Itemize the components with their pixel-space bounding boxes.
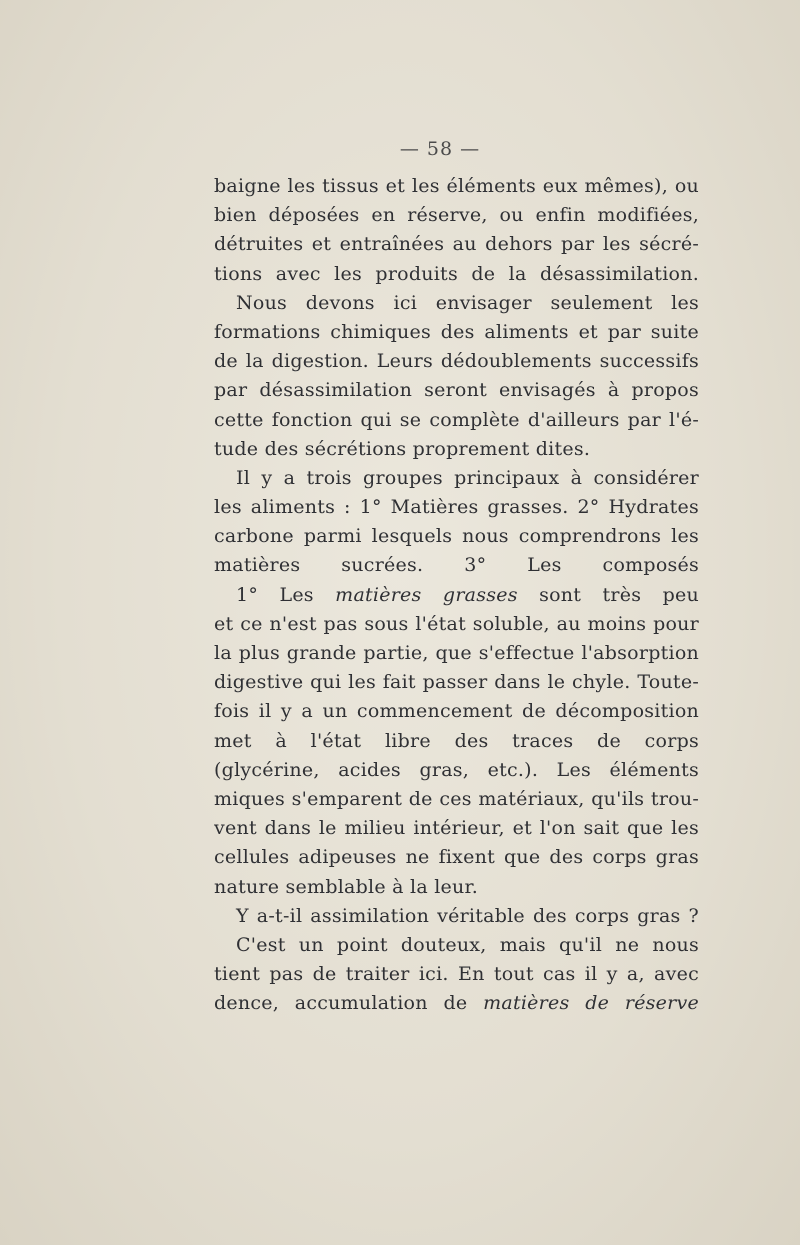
text-line: fois il y a un commencement de décomposition <box>214 700 699 723</box>
text-span: dence, accumulation de <box>214 992 484 1015</box>
text-line: les aliments : 1° Matières grasses. 2° Hydrates <box>214 496 699 519</box>
text-line: de la digestion. Leurs dédoublements successifs <box>214 350 699 373</box>
text-span: sont très peu <box>539 583 699 606</box>
text-line: la plus grande partie, que s'effectue l'absorption <box>214 642 699 664</box>
text-line: tude des sécrétions proprement dites. <box>214 437 591 460</box>
text-line-italic <box>214 989 699 1018</box>
text-line: vent dans le milieu intérieur, et l'on sait que les <box>214 817 699 840</box>
italic-term: matières grasses <box>335 583 518 606</box>
text-line: miques s'emparent de ces matériaux, qu'ils trou- <box>214 787 699 810</box>
text-line: et ce n'est pas sous l'état soluble, au moins pour <box>214 612 699 635</box>
text-line: tient pas de traiter ici. En tout cas il y a, avec <box>214 963 699 986</box>
text-line: nature semblable à la leur. <box>214 875 479 898</box>
text-span: 1° Les <box>236 583 336 606</box>
text-line: Y a-t-il assimilation véritable des corps gras ? <box>236 904 699 927</box>
text-line: Nous devons ici envisager seulement les <box>236 291 699 314</box>
text-line: Il y a trois groupes principaux à considérer <box>236 466 699 489</box>
text-line: cette fonction qui se complète d'ailleurs par l'é- <box>214 408 699 431</box>
text-line: détruites et entraînées au dehors par les sécré- <box>214 233 699 256</box>
text-line: baigne les tissus et les éléments eux mêmes), ou <box>214 175 699 197</box>
text-line: carbone parmi lesquels nous comprendrons les <box>214 525 699 548</box>
text-line: matières sucrées. 3° Les composés <box>214 554 699 577</box>
text-line: cellules adipeuses ne fixent que des corps gras <box>214 846 699 869</box>
italic-term: matières de réserve <box>483 992 699 1015</box>
body-text <box>214 172 699 1018</box>
text-line: tions avec les produits de la désassimilation. <box>214 262 699 285</box>
text-line: par désassimilation seront envisagés à propos <box>214 379 699 402</box>
text-line: formations chimiques des aliments et par suite <box>214 320 699 343</box>
text-line: met à l'état libre des traces de corps <box>214 729 699 752</box>
text-line: bien déposées en réserve, ou enfin modifiées, <box>214 204 699 227</box>
text-line-italic <box>214 581 699 610</box>
text-line: (glycérine, acides gras, etc.). Les éléments <box>214 758 699 781</box>
page-number: — 58 — <box>399 138 481 160</box>
text-line: digestive qui les fait passer dans le chyle. Toute- <box>214 671 699 694</box>
text-line: C'est un point douteux, mais qu'il ne nous <box>236 933 699 956</box>
